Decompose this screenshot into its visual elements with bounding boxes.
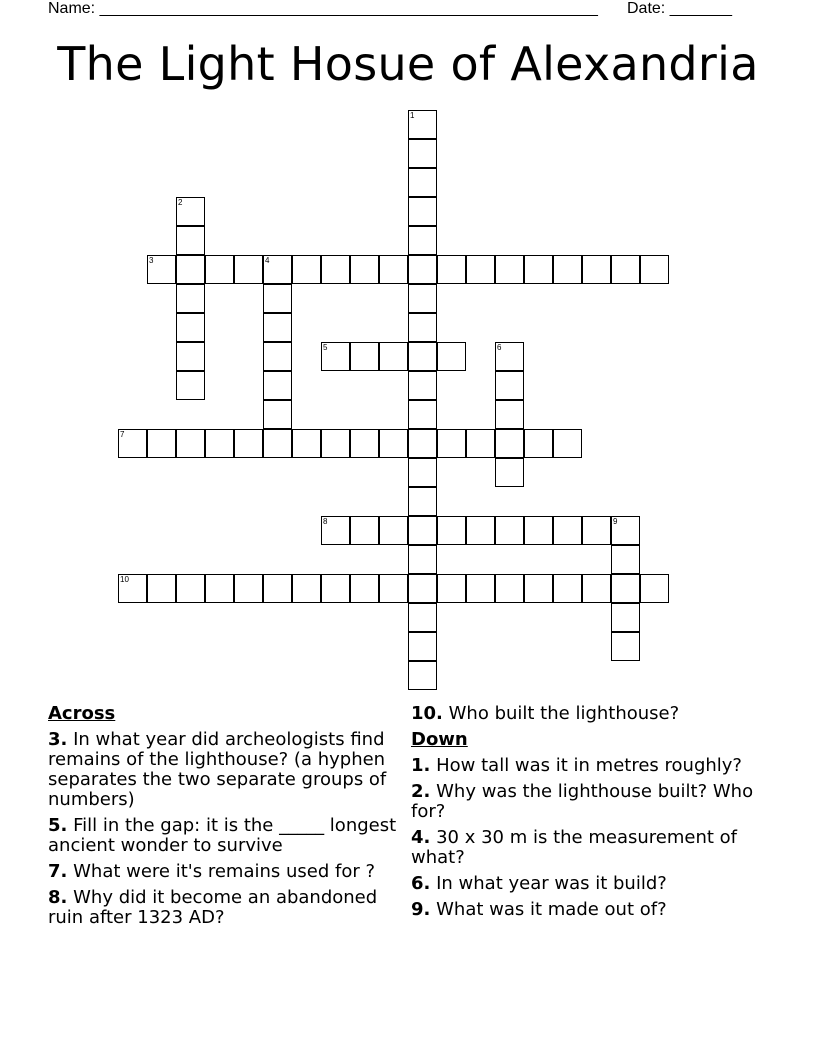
grid-cell[interactable] <box>263 313 292 342</box>
grid-cell[interactable] <box>437 516 466 545</box>
grid-cell[interactable] <box>350 429 379 458</box>
grid-cell[interactable] <box>437 429 466 458</box>
grid-cell[interactable] <box>553 574 582 603</box>
grid-cell[interactable] <box>437 342 466 371</box>
grid-cell[interactable] <box>118 574 147 603</box>
grid-cell-number: 6 <box>497 343 502 352</box>
grid-cell[interactable] <box>408 139 437 168</box>
grid-cell[interactable] <box>495 400 524 429</box>
grid-cell[interactable] <box>263 284 292 313</box>
grid-cell[interactable] <box>408 458 437 487</box>
grid-cell[interactable] <box>408 400 437 429</box>
clue-across-5 <box>48 816 404 856</box>
grid-cell[interactable] <box>176 342 205 371</box>
grid-cell[interactable] <box>176 429 205 458</box>
grid-cell[interactable] <box>553 429 582 458</box>
grid-cell[interactable] <box>263 371 292 400</box>
grid-cell[interactable] <box>495 574 524 603</box>
grid-cell[interactable] <box>234 574 263 603</box>
clue-text: Fill in the gap: it is the _____ longest ancient wonder to survive <box>48 815 397 856</box>
grid-cell[interactable] <box>640 255 669 284</box>
clue-text: How tall was it in metres roughly? <box>436 755 742 776</box>
clue-number: 2. <box>411 781 431 802</box>
clue-number: 3. <box>48 729 68 750</box>
clue-number: 4. <box>411 827 431 848</box>
grid-cell[interactable] <box>176 313 205 342</box>
grid-cell[interactable] <box>263 342 292 371</box>
clue-number: 1. <box>411 755 431 776</box>
grid-cell[interactable] <box>321 255 350 284</box>
name-field-label: Name: ________________________________________________________ <box>48 0 598 17</box>
grid-cell[interactable] <box>408 197 437 226</box>
grid-cell[interactable] <box>466 516 495 545</box>
grid-cell[interactable] <box>147 574 176 603</box>
grid-cell[interactable] <box>379 255 408 284</box>
grid-cell[interactable] <box>408 603 437 632</box>
grid-cell[interactable] <box>408 255 437 284</box>
grid-cell[interactable] <box>379 342 408 371</box>
grid-cell[interactable] <box>176 226 205 255</box>
grid-cell[interactable] <box>263 255 292 284</box>
grid-cell[interactable] <box>408 516 437 545</box>
grid-cell[interactable] <box>147 429 176 458</box>
grid-cell[interactable] <box>205 429 234 458</box>
grid-cell-number: 7 <box>120 430 125 439</box>
clue-text: Who built the lighthouse? <box>448 703 680 724</box>
grid-cell[interactable] <box>466 255 495 284</box>
clue-down-2 <box>411 782 771 822</box>
grid-cell[interactable] <box>408 487 437 516</box>
grid-cell[interactable] <box>205 255 234 284</box>
clue-down-6 <box>411 874 771 894</box>
clue-number: 10. <box>411 703 443 724</box>
grid-cell[interactable] <box>292 429 321 458</box>
grid-cell[interactable] <box>147 255 176 284</box>
grid-cell[interactable] <box>321 516 350 545</box>
grid-cell[interactable] <box>176 574 205 603</box>
grid-cell[interactable] <box>292 255 321 284</box>
clue-number: 7. <box>48 861 68 882</box>
grid-cell[interactable] <box>611 574 640 603</box>
grid-cell[interactable] <box>408 371 437 400</box>
grid-cell[interactable] <box>408 574 437 603</box>
date-field-label: Date: _______ <box>627 0 732 17</box>
grid-cell[interactable] <box>379 516 408 545</box>
clues-left-column <box>48 704 404 934</box>
grid-cell[interactable] <box>437 574 466 603</box>
grid-cell[interactable] <box>408 632 437 661</box>
grid-cell[interactable] <box>408 284 437 313</box>
grid-cell[interactable] <box>553 255 582 284</box>
grid-cell[interactable] <box>524 574 553 603</box>
grid-cell[interactable] <box>350 342 379 371</box>
clue-text: 30 x 30 m is the measurement of what? <box>411 827 738 868</box>
grid-cell[interactable] <box>321 342 350 371</box>
grid-cell[interactable] <box>524 429 553 458</box>
clue-number: 6. <box>411 873 431 894</box>
grid-cell[interactable] <box>176 371 205 400</box>
grid-cell[interactable] <box>292 574 321 603</box>
clue-across-10 <box>411 704 771 724</box>
grid-cell[interactable] <box>176 197 205 226</box>
grid-cell[interactable] <box>176 284 205 313</box>
grid-cell[interactable] <box>408 661 437 690</box>
grid-cell[interactable] <box>582 255 611 284</box>
grid-cell[interactable] <box>495 516 524 545</box>
grid-cell[interactable] <box>582 574 611 603</box>
clue-text: In what year did archeologists find remains of the lighthouse? (a hyphen separates the two separate groups of numbers) <box>48 729 387 810</box>
grid-cell[interactable] <box>408 110 437 139</box>
grid-cell[interactable] <box>205 574 234 603</box>
grid-cell-number: 8 <box>323 517 328 526</box>
grid-cell[interactable] <box>379 429 408 458</box>
grid-cell-number: 5 <box>323 343 328 352</box>
clue-across-7 <box>48 862 404 882</box>
grid-cell[interactable] <box>350 255 379 284</box>
grid-cell[interactable] <box>553 516 582 545</box>
grid-cell[interactable] <box>611 632 640 661</box>
grid-cell[interactable] <box>611 603 640 632</box>
grid-cell[interactable] <box>466 429 495 458</box>
clue-text: What was it made out of? <box>436 899 667 920</box>
clue-text: What were it's remains used for ? <box>73 861 376 882</box>
clue-text: In what year was it build? <box>436 873 667 894</box>
grid-cell[interactable] <box>263 429 292 458</box>
across-heading: Across <box>48 703 116 724</box>
grid-cell[interactable] <box>176 255 205 284</box>
grid-cell[interactable] <box>611 255 640 284</box>
grid-cell[interactable] <box>495 429 524 458</box>
grid-cell[interactable] <box>611 545 640 574</box>
grid-cell[interactable] <box>408 342 437 371</box>
grid-cell[interactable] <box>611 516 640 545</box>
grid-cell[interactable] <box>234 255 263 284</box>
grid-cell[interactable] <box>524 255 553 284</box>
clue-down-1 <box>411 756 771 776</box>
grid-cell[interactable] <box>495 371 524 400</box>
clue-number: 9. <box>411 899 431 920</box>
page-title: The Light Hosue of Alexandria <box>57 37 759 91</box>
grid-cell[interactable] <box>350 516 379 545</box>
grid-cell-number: 1 <box>410 111 415 120</box>
down-heading: Down <box>411 729 468 750</box>
grid-cell[interactable] <box>408 226 437 255</box>
clue-down-9 <box>411 900 771 920</box>
grid-cell[interactable] <box>321 574 350 603</box>
grid-cell[interactable] <box>466 574 495 603</box>
grid-cell[interactable] <box>263 574 292 603</box>
clue-number: 8. <box>48 887 68 908</box>
grid-cell[interactable] <box>524 516 553 545</box>
clue-across-3 <box>48 730 404 810</box>
grid-cell[interactable] <box>321 429 350 458</box>
grid-cell[interactable] <box>408 168 437 197</box>
grid-cell[interactable] <box>379 574 408 603</box>
grid-cell-number: 3 <box>149 256 154 265</box>
grid-cell[interactable] <box>350 574 379 603</box>
grid-cell-number: 4 <box>265 256 270 265</box>
clue-number: 5. <box>48 815 68 836</box>
grid-cell-number: 2 <box>178 198 183 207</box>
grid-cell[interactable] <box>640 574 669 603</box>
clues-right-column <box>411 704 771 926</box>
clue-text: Why did it become an abandoned ruin after 1323 AD? <box>48 887 378 928</box>
grid-cell[interactable] <box>408 429 437 458</box>
grid-cell[interactable] <box>234 429 263 458</box>
grid-cell[interactable] <box>495 342 524 371</box>
grid-cell[interactable] <box>495 255 524 284</box>
clue-text: Why was the lighthouse built? Who for? <box>411 781 754 822</box>
grid-cell[interactable] <box>582 516 611 545</box>
grid-cell[interactable] <box>437 255 466 284</box>
grid-cell-number: 10 <box>120 575 129 584</box>
grid-cell[interactable] <box>263 400 292 429</box>
grid-cell[interactable] <box>118 429 147 458</box>
grid-cell[interactable] <box>408 313 437 342</box>
grid-cell[interactable] <box>495 458 524 487</box>
grid-cell[interactable] <box>408 545 437 574</box>
grid-cell-number: 9 <box>613 517 618 526</box>
clue-down-4 <box>411 828 771 868</box>
clue-across-8 <box>48 888 404 928</box>
